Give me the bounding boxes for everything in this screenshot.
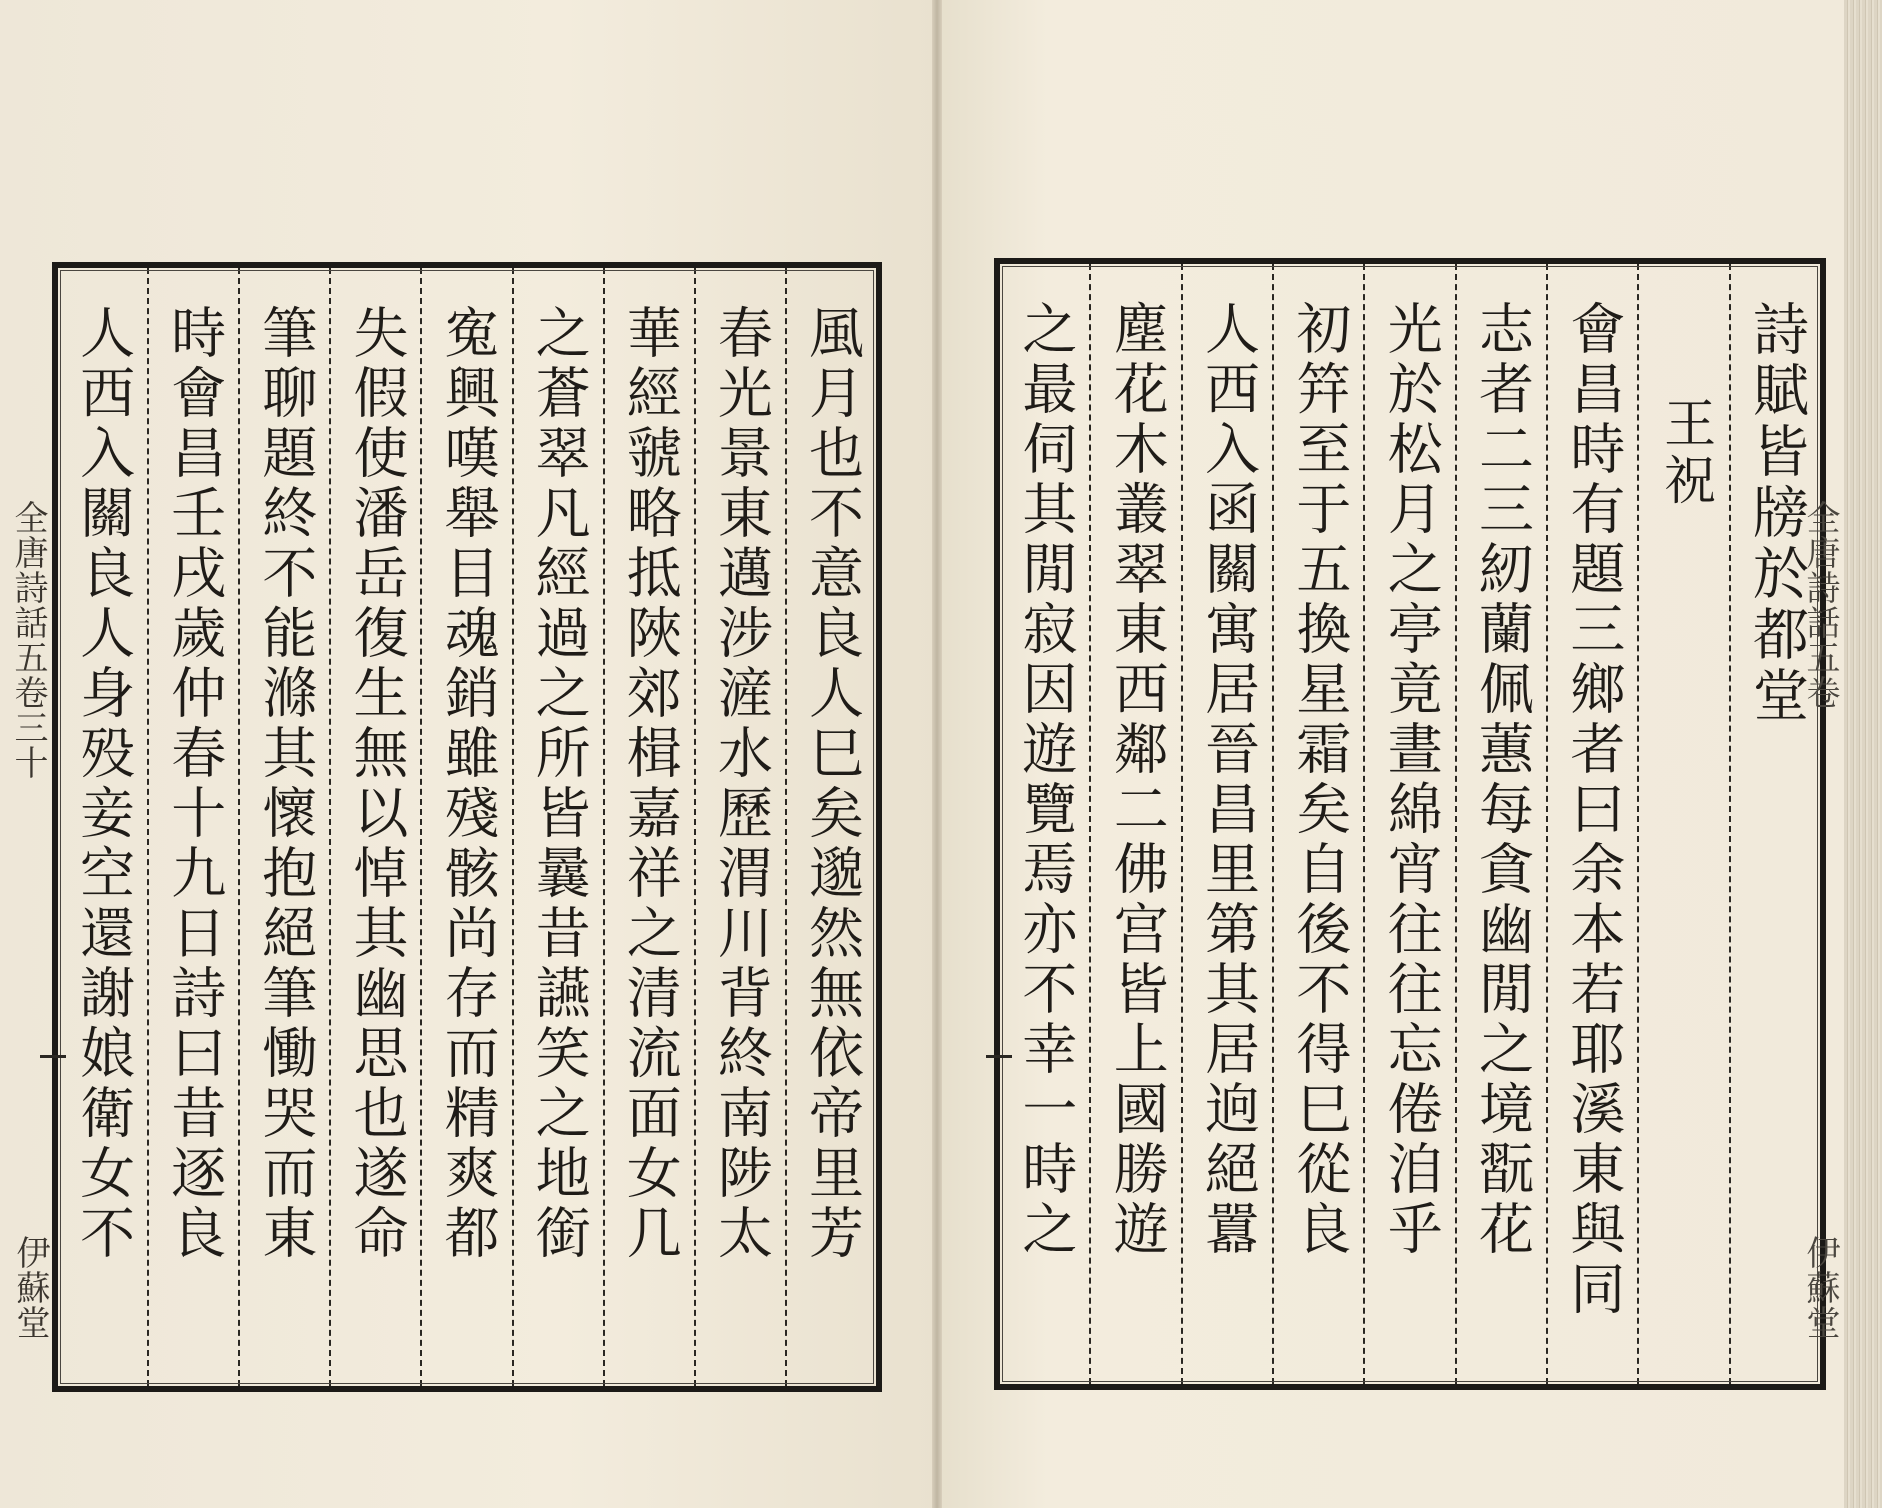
text-column: 筆聊題終不能滌其懷抱絕筆慟哭而東 xyxy=(238,268,329,1386)
text-column: 初筓至于五換星霜矣自後不得巳從良 xyxy=(1272,264,1363,1384)
text-column: 光於松月之亭竟晝綿宵往往忘倦洎乎 xyxy=(1363,264,1454,1384)
margin-book-title: 全唐詩話五卷三十 xyxy=(8,500,48,780)
text-column: 失假使潘岳復生無以悼其幽思也遂命 xyxy=(329,268,420,1386)
author-name: 王祝 xyxy=(1637,264,1728,1384)
text-column: 寃興嘆舉目魂銷雖殘骸尚存而精爽都 xyxy=(420,268,511,1386)
text-column: 會昌時有題三鄉者曰余本若耶溪東與同 xyxy=(1546,264,1637,1384)
text-column: 之最伺其閒寂因遊覽焉亦不幸一時之 xyxy=(1013,300,1078,1260)
text-column: 志者二三紉蘭佩蕙每貪幽閒之境翫花 xyxy=(1455,264,1546,1384)
text-column: 塵花木叢翠東西鄰二佛宫皆上國勝遊 xyxy=(1089,264,1180,1384)
fold-mark xyxy=(986,1055,1012,1058)
right-text-frame xyxy=(994,258,1826,1390)
book-gutter xyxy=(932,0,942,1508)
text-column: 之蒼翠凡經過之所皆曩昔讌笑之地銜 xyxy=(512,268,603,1386)
text-column: 風月也不意良人巳矣邈然無依帝里芳 xyxy=(785,268,876,1386)
margin-publisher: 伊蘇堂 xyxy=(10,1235,50,1340)
section-title: 詩賦皆牓於都堂 xyxy=(1729,264,1820,1384)
margin-publisher: 伊蘇堂 xyxy=(1800,1235,1840,1340)
margin-book-title: 全唐詩話五卷 xyxy=(1800,500,1840,710)
text-column: 人西入函關寓居晉昌里第其居逈絕囂 xyxy=(1181,264,1272,1384)
page-fore-edge xyxy=(1844,0,1882,1508)
fold-mark xyxy=(40,1055,66,1058)
text-column: 春光景東邁涉滻水歷渭川背終南陟太 xyxy=(694,268,785,1386)
text-column: 時會昌壬戌歲仲春十九日詩曰昔逐良 xyxy=(147,268,238,1386)
text-column: 華經虢略抵陜郊楫嘉祥之清流面女几 xyxy=(603,268,694,1386)
text-column: 人西入關良人身殁妾空還謝娘衛女不 xyxy=(71,304,136,1264)
left-text-frame xyxy=(52,262,882,1392)
